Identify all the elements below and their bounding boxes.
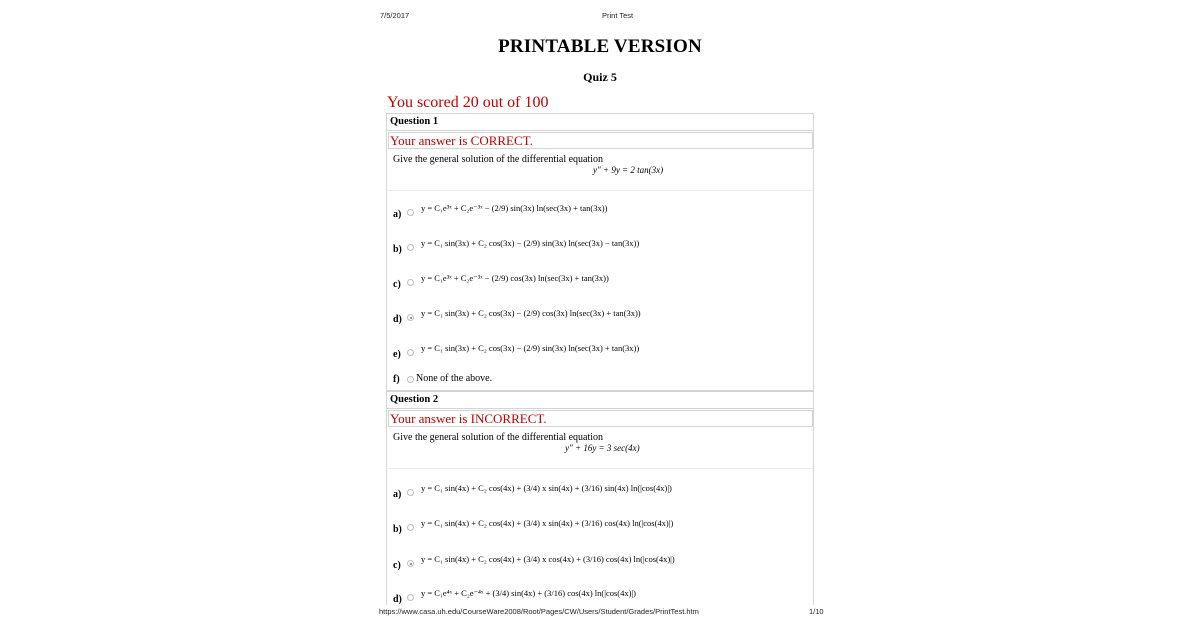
option-formula: y = C₁ sin(3x) + C₂ cos(3x) − (2/9) sin(3x) ln(sec(3x) − tan(3x)): [421, 238, 640, 248]
option-formula: y = C₁ sin(3x) + C₂ cos(3x) − (2/9) sin(3x) ln(sec(3x) + tan(3x)): [421, 343, 640, 353]
question-1-equation: y″ + 9y = 2 tan(3x): [593, 165, 664, 175]
option-c-radio[interactable]: [407, 560, 414, 567]
question-2-panel: [386, 391, 814, 605]
question-1-panel: [386, 113, 814, 391]
option-letter: b): [393, 524, 402, 535]
option-letter: f): [393, 374, 400, 385]
option-c[interactable]: [387, 547, 813, 577]
question-2-equation: y″ + 16y = 3 sec(4x): [565, 443, 640, 453]
score-text: You scored 20 out of 100: [387, 94, 549, 111]
option-a[interactable]: [387, 197, 813, 227]
option-c-radio[interactable]: [407, 279, 414, 286]
print-page-title: Print Test: [602, 11, 634, 20]
option-b[interactable]: [387, 232, 813, 262]
question-2-verdict: Your answer is INCORRECT.: [388, 410, 813, 427]
option-letter: a): [393, 209, 402, 220]
option-formula: y = C₁e³ˣ + C₂e⁻³ˣ − (2/9) cos(3x) ln(sec(3x) + tan(3x)): [421, 273, 609, 283]
option-d-radio[interactable]: [407, 314, 414, 321]
page-title: PRINTABLE VERSION: [498, 36, 702, 57]
option-letter: c): [393, 279, 401, 290]
option-letter: b): [393, 244, 402, 255]
option-b[interactable]: [387, 511, 813, 541]
option-formula: y = C₁ sin(3x) + C₂ cos(3x) − (2/9) cos(3x) ln(sec(3x) + tan(3x)): [421, 308, 641, 318]
option-f[interactable]: [387, 371, 813, 389]
option-formula: y = C₁ sin(4x) + C₂ cos(4x) + (3/4) x cos(4x) + (3/16) cos(4x) ln(|cos(4x)|): [421, 554, 675, 564]
option-letter: a): [393, 489, 402, 500]
option-letter: d): [393, 314, 402, 325]
divider: [388, 190, 813, 191]
question-1-prompt: Give the general solution of the differential equation: [393, 154, 604, 165]
option-d-radio[interactable]: [407, 594, 414, 601]
option-a-radio[interactable]: [407, 489, 414, 496]
option-formula: y = C₁e³ˣ + C₂e⁻³ˣ − (2/9) sin(3x) ln(sec(3x) + tan(3x)): [421, 203, 608, 213]
option-b-radio[interactable]: [407, 244, 414, 251]
option-text: None of the above.: [416, 373, 493, 384]
option-e-radio[interactable]: [407, 349, 414, 356]
question-2-label: Question 2: [387, 392, 813, 409]
divider: [388, 468, 813, 469]
question-2-prompt: Give the general solution of the differential equation: [393, 432, 604, 443]
option-b-radio[interactable]: [407, 524, 414, 531]
option-letter: d): [393, 594, 402, 605]
option-d[interactable]: [387, 302, 813, 332]
option-e[interactable]: [387, 337, 813, 367]
option-formula: y = C₁ sin(4x) + C₂ cos(4x) + (3/4) x sin(4x) + (3/16) sin(4x) ln(|cos(4x)|): [421, 483, 672, 493]
option-letter: e): [393, 349, 401, 360]
option-a-radio[interactable]: [407, 209, 414, 216]
print-url: https://www.casa.uh.edu/CourseWare2008/Root/Pages/CW/Users/Student/Grades/PrintTest.htm: [379, 607, 699, 616]
option-d[interactable]: [387, 582, 813, 606]
option-letter: c): [393, 560, 401, 571]
print-date: 7/5/2017: [380, 11, 410, 20]
question-1-verdict: Your answer is CORRECT.: [388, 132, 813, 149]
option-c[interactable]: [387, 267, 813, 297]
print-page-number: 1/10: [809, 607, 824, 616]
option-a[interactable]: [387, 476, 813, 506]
option-f-radio[interactable]: [407, 376, 414, 383]
option-formula: y = C₁ sin(4x) + C₂ cos(4x) + (3/4) x sin(4x) + (3/16) cos(4x) ln(|cos(4x)|): [421, 518, 674, 528]
option-formula: y = C₁e⁴ˣ + C₂e⁻⁴ˣ + (3/4) sin(4x) + (3/16) cos(4x) ln(|cos(4x)|): [421, 588, 636, 598]
question-1-label: Question 1: [387, 114, 813, 131]
quiz-title: Quiz 5: [583, 70, 617, 84]
